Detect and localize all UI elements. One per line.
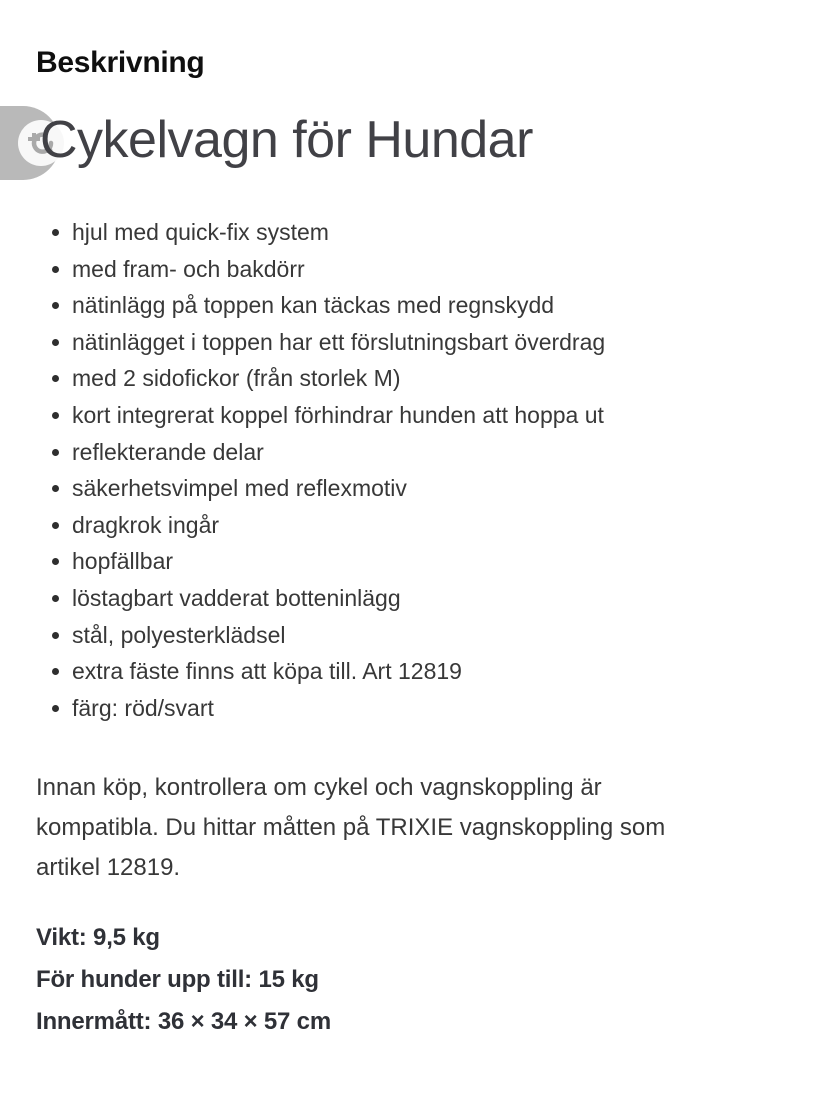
feature-item: med 2 sidofickor (från storlek M) — [36, 360, 756, 397]
feature-item: med fram- och bakdörr — [36, 251, 756, 288]
note-line: kompatibla. Du hittar måtten på TRIXIE vagnskoppling som — [36, 814, 666, 841]
feature-item: nätinlägget i toppen har ett förslutningsbart överdrag — [36, 324, 756, 361]
feature-item: hopfällbar — [36, 543, 756, 580]
feature-item: hjul med quick-fix system — [36, 214, 756, 251]
spec-value: 36 × 34 × 57 cm — [157, 1008, 331, 1035]
feature-item: löstagbart vadderat botteninlägg — [36, 580, 756, 617]
spec-row-weight — [36, 924, 331, 952]
feature-item: nätinlägg på toppen kan täckas med regnskydd — [36, 287, 756, 324]
feature-item: kort integrerat koppel förhindrar hunden att hoppa ut — [36, 397, 756, 434]
spec-value: 15 kg — [258, 966, 319, 993]
spec-label: Vikt: — [36, 924, 87, 951]
spec-row-max-dog-weight — [36, 966, 331, 994]
product-title: Cykelvagn för Hundar — [40, 111, 533, 169]
spec-value: 9,5 kg — [93, 924, 160, 951]
feature-item: dragkrok ingår — [36, 507, 756, 544]
note-line: Innan köp, kontrollera om cykel och vagnskoppling är — [36, 774, 602, 801]
spec-row-inner-dimensions — [36, 1008, 331, 1036]
feature-item: extra fäste finns att köpa till. Art 12819 — [36, 653, 756, 690]
feature-item: reflekterande delar — [36, 434, 756, 471]
spec-label: För hunder upp till: — [36, 966, 252, 993]
spec-list — [36, 924, 331, 1050]
feature-item: färg: röd/svart — [36, 690, 756, 727]
compatibility-note — [36, 768, 756, 888]
feature-item: stål, polyesterklädsel — [36, 617, 756, 654]
spec-label: Innermått: — [36, 1008, 152, 1035]
feature-item: säkerhetsvimpel med reflexmotiv — [36, 470, 756, 507]
section-heading: Beskrivning — [36, 46, 205, 79]
note-line: artikel 12819. — [36, 854, 181, 881]
feature-list — [36, 214, 756, 726]
